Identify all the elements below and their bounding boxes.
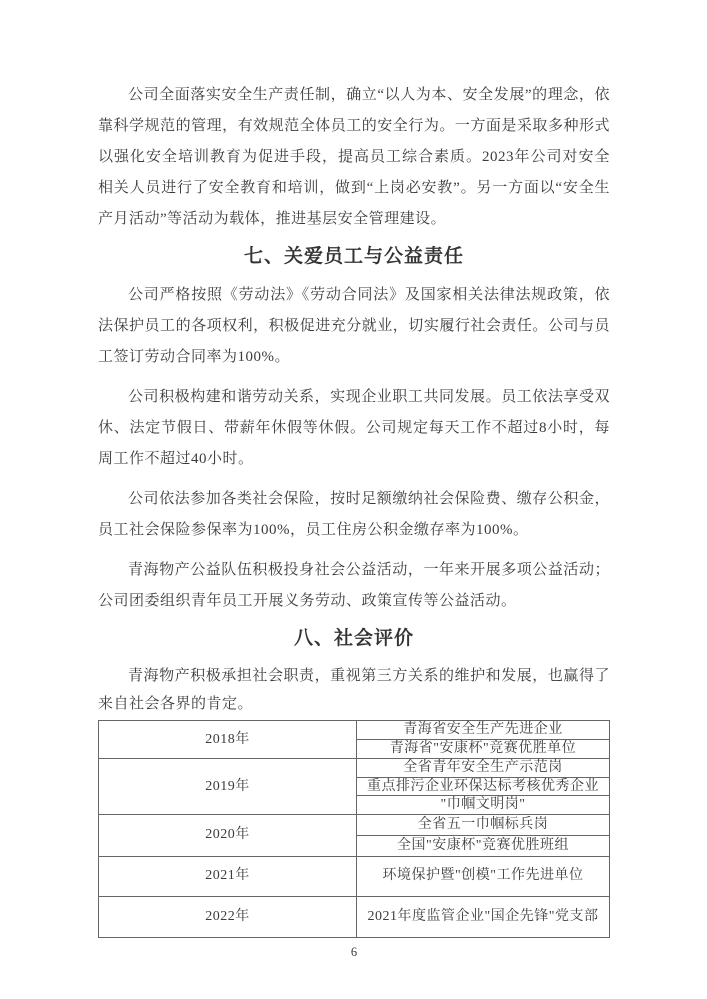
award-cell: 全省青年安全生产示范岗 [357, 759, 610, 778]
table-row [99, 721, 610, 740]
table-row [99, 856, 610, 896]
page-number: 6 [350, 944, 358, 959]
paragraph-safety-production: 公司全面落实安全生产责任制，确立“以人为本、安全发展”的理念，依靠科学规范的管理，有效规范全体员工的安全行为。一方面是采取多种形式以强化安全培训教育为促进手段，提高员工综合素质。2023年公司对安全相关人员进行了安全教育和培训，做到“上岗必安教”。另一方面以“安全生产月活动”等活动为载体，推进基层安全管理建设。 [98, 87, 610, 227]
award-cell: 全国"安康杯"竞赛优胜班组 [357, 835, 610, 856]
section-8-heading: 八、社会评价 [293, 628, 414, 649]
paragraph-labor-law: 公司严格按照《劳动法》《劳动合同法》及国家相关法律法规政策，依法保护员工的各项权利，积极促进充分就业，切实履行社会责任。公司与员工签订劳动合同率为100%。 [98, 287, 610, 365]
year-cell-2020: 2020年 [99, 814, 357, 856]
table-row [99, 814, 610, 835]
year-cell-2019: 2019年 [99, 759, 357, 815]
awards-table [98, 720, 610, 938]
year-cell-2022: 2022年 [99, 896, 357, 937]
table-row [99, 896, 610, 937]
paragraph-social-insurance: 公司依法参加各类社会保险，按时足额缴纳社会保险费、缴存公积金，员工社会保险参保率为100%，员工住房公积金缴存率为100%。 [98, 491, 610, 538]
paragraph-labor-relations: 公司积极构建和谐劳动关系，实现企业职工共同发展。员工依法享受双休、法定节假日、带薪年休假等休假。公司规定每天工作不超过8小时，每周工作不超过40小时。 [98, 389, 610, 467]
year-cell-2018: 2018年 [99, 721, 357, 759]
award-cell: 青海省安全生产先进企业 [357, 721, 610, 740]
award-cell: "巾帼文明岗" [357, 796, 610, 815]
section-7-heading: 七、关爱员工与公益责任 [243, 246, 464, 267]
paragraph-public-welfare: 青海物产公益队伍积极投身社会公益活动，一年来开展多项公益活动；公司团委组织青年员工开展义务劳动、政策宣传等公益活动。 [98, 562, 610, 609]
paragraph-social-evaluation: 青海物产积极承担社会职责，重视第三方关系的维护和发展，也赢得了来自社会各界的肯定。 [98, 668, 610, 712]
award-cell: 2021年度监管企业"国企先锋"党支部 [357, 896, 610, 937]
award-cell: 环境保护暨"创模"工作先进单位 [357, 856, 610, 896]
award-cell: 重点排污企业环保达标考核优秀企业 [357, 777, 610, 796]
award-cell: 青海省"安康杯"竞赛优胜单位 [357, 740, 610, 759]
year-cell-2021: 2021年 [99, 856, 357, 896]
award-cell: 全省五一巾帼标兵岗 [357, 814, 610, 835]
table-row [99, 759, 610, 778]
